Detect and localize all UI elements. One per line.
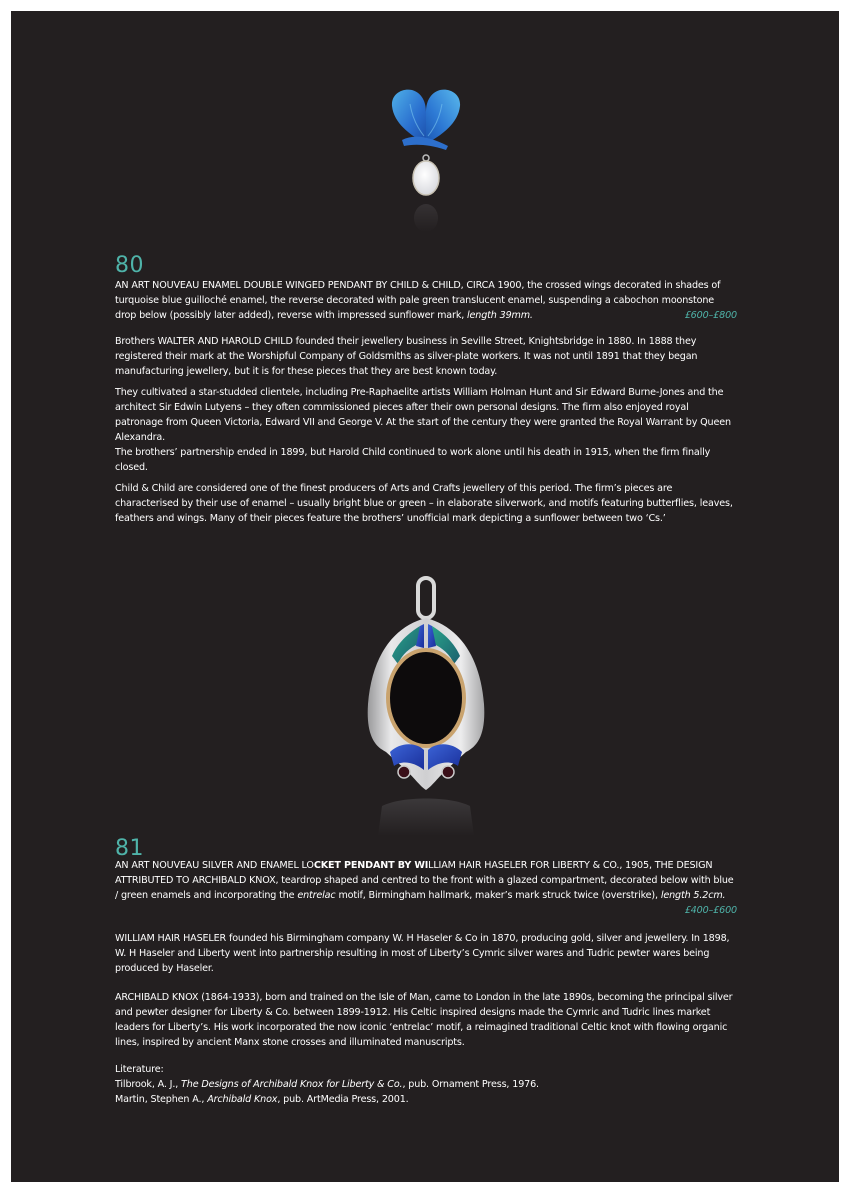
lot-number-80: 80 [115,253,144,278]
lot-81-description [115,858,737,918]
literature-author: Tilbrook, A. J., [115,1079,182,1090]
paragraph-text: founded their jewellery business in Seville Street, Knightsbridge in 1880. In 1888 they registered their mark at the Worshipful Company of Goldsmiths as silver-plate workers. It was not until 1891 that they began manufacturing jewellery, but it is for these pieces that they are best known today. [115,336,698,377]
literature-heading: Literature: [115,1064,164,1075]
lot-81-details-italic: entrelac [297,890,336,901]
paragraph-lead: ARCHIBALD KNOX [115,992,199,1003]
lot-80-estimate: £600–£800 [684,310,737,321]
literature-publisher: , pub. Ornament Press, 1976. [402,1079,539,1090]
lot-81-title-c: LLIAM HAIR HASELER FOR LIBERTY & CO., 1905, THE DESIGN ATTRIBUTED TO ARCHIBALD KNOX [115,860,713,886]
literature-section [115,1062,737,1107]
literature-title: Archibald Knox [207,1094,278,1105]
literature-entry [115,1092,737,1107]
essay-paragraph [115,481,737,526]
right-wing-icon [426,90,460,144]
essay-paragraph [115,990,737,1050]
lot-81-estimate: £400–£600 [684,905,737,916]
essay-paragraph [115,931,737,976]
literature-publisher: , pub. ArtMedia Press, 2001. [277,1094,409,1105]
paragraph-lead: WILLIAM HAIR HASELER [115,933,227,944]
literature-author: Martin, Stephen A., [115,1094,208,1105]
paragraph-text: founded his Birmingham company W. H Haseler & Co in 1870, producing gold, silver and jewellery. In 1898, W. H Haseler and Liberty went into partnership resulting in most of Liberty’s Cymric silver wares and Tudric pewter wares being produced by Haseler. [115,933,730,974]
literature-title: The Designs of Archibald Knox for Liberty & Co. [181,1079,403,1090]
lot-81-details-a: , teardrop shaped and centred to the front with a glazed compartment, decorated below with blue / green enamels and incorporating the [115,875,734,901]
lot-81-details-b: motif, Birmingham hallmark, maker’s mark struck twice (overstrike), [335,890,661,901]
essay-paragraph [115,385,737,445]
paragraph-lead: Brothers WALTER AND HAROLD CHILD [115,336,293,347]
lot-81-essay-knox [115,990,737,1050]
lot-80-description [115,278,737,323]
lot-81-title-overprint: CKET PENDANT BY WI [313,860,429,871]
glazed-compartment-icon [388,650,464,746]
lot-80-essay [115,334,737,526]
paragraph-text: The brothers’ partnership ended in 1899, but Harold Child continued to work alone until his death in 1915, when the firm finally closed. [115,447,711,473]
lot-81-essay [115,931,737,976]
essay-paragraph [115,334,737,379]
left-wing-icon [392,90,426,144]
lot-80-length: length 39mm. [467,310,533,321]
lot-81-length: length 5.2cm. [660,890,726,901]
essay-paragraph [115,445,737,475]
paragraph-text: They cultivated a star-studded clientele, including Pre-Raphaelite artists William Holman Hunt and Sir Edward Burne-Jones and the architect Sir Edwin Lutyens – they often commissioned pieces after their own personal designs. The firm also enjoyed royal patronage from Queen Victoria, Edward VII and George V. At the start of the century they were granted the Royal Warrant by Queen Alexandra. [115,387,731,443]
literature-entry [115,1077,737,1092]
bail-icon [418,578,434,618]
lot-number-81: 81 [115,836,144,861]
lot-80-title: AN ART NOUVEAU ENAMEL DOUBLE WINGED PENDANT BY CHILD & CHILD, CIRCA 1900 [115,280,522,291]
moonstone-icon [413,161,439,195]
lot-81-title-a: AN ART NOUVEAU SILVER AND ENAMEL LO [115,860,314,871]
lot-80-details: , the crossed wings decorated in shades of turquoise blue guilloché enamel, the reverse decorated with pale green translucent enamel, suspending a cabochon moonstone drop below (possibly later added), reverse with impressed sunflower mark, [115,280,721,321]
paragraph-text: (1864-1933), born and trained on the Isle of Man, came to London in the late 1890s, becoming the principal silver and pewter designer for Liberty & Co. between 1899-1912. His Celtic inspired designs made the Cymric and Tudric lines market leaders for Liberty’s. His work incorporated the now iconic ‘entrelac’ motif, a reimagined traditional Celtic knot with flowing organic lines, inspired by ancient Manx stone crosses and illuminated manuscripts. [115,992,733,1048]
paragraph-text: Child & Child are considered one of the finest producers of Arts and Crafts jewellery of this period. The firm’s pieces are characterised by their use of enamel – usually bright blue or green – in elaborate silverwork, and motifs featuring butterflies, leaves, feathers and wings. Many of their pieces feature the brothers’ unofficial mark depicting a sunflower between two ‘Cs.’ [115,483,733,524]
silver-enamel-locket-image [362,574,490,836]
winged-enamel-pendant-image [388,86,464,256]
